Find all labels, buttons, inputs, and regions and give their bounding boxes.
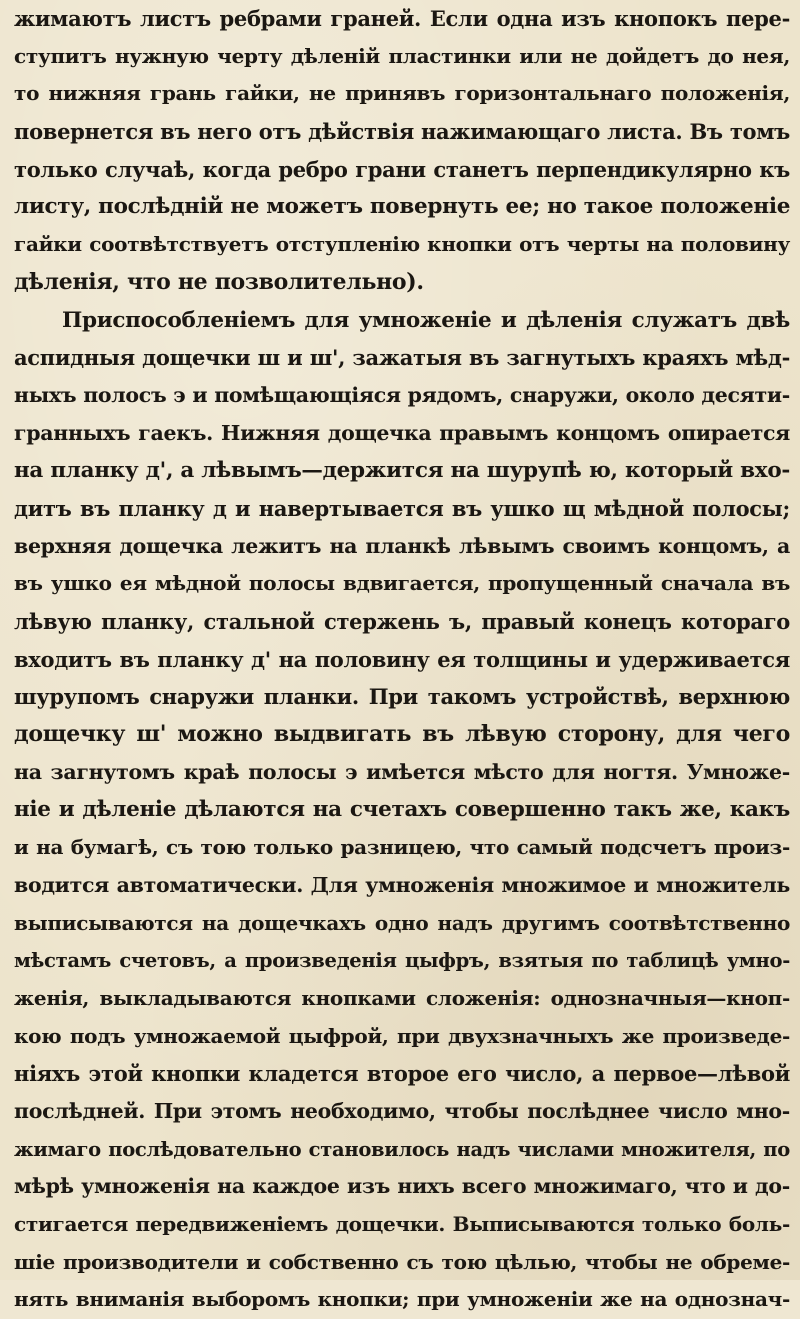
text-line: на планку д', а лѣвымъ—держится на шурупѣ ю, который вхо- bbox=[14, 458, 790, 484]
text-line: жимаютъ листъ ребрами граней. Если одна изъ кнопокъ пере- bbox=[14, 6, 790, 31]
text-line: повернется въ него отъ дѣйствія нажимающаго листа. Въ томъ bbox=[14, 119, 790, 145]
text-line: стигается передвиженіемъ дощечки. Выписываются только боль- bbox=[14, 1212, 790, 1236]
text-line: мѣрѣ умноженія на каждое изъ нихъ всего множимаго, что и до- bbox=[14, 1174, 790, 1199]
text-line: мѣстамъ счетовъ, а произведенія цыфръ, взятыя по таблицѣ умно- bbox=[14, 949, 790, 973]
paragraph-start-line: Приспособленіемъ для умноженіе и дѣленія служатъ двѣ bbox=[62, 307, 790, 333]
text-line: шіе производители и собственно съ тою цѣлью, чтобы не обреме- bbox=[14, 1249, 790, 1274]
text-line: кою подъ умножаемой цыфрой, при двухзначныхъ же произведе- bbox=[14, 1023, 790, 1048]
text-line: гранныхъ гаекъ. Нижняя дощечка правымъ концомъ опирается bbox=[14, 420, 790, 445]
text-line: только случаѣ, когда ребро грани станетъ перпендикулярно къ bbox=[14, 156, 790, 182]
text-line: дѣленія, что не позволительно). bbox=[14, 268, 424, 295]
text-line: послѣдней. При этомъ необходимо, чтобы послѣднее число мно- bbox=[14, 1098, 790, 1123]
text-line: водится автоматически. Для умноженія множимое и множитель bbox=[14, 872, 790, 897]
text-line: лѣвую планку, стальной стержень ъ, правый конецъ котораго bbox=[14, 609, 790, 634]
body-text bbox=[14, 0, 790, 1319]
text-line: нять вниманія выборомъ кнопки; при умноженіи же на однознач- bbox=[14, 1287, 790, 1312]
text-line: жимаго послѣдовательно становилось надъ числами множителя, по bbox=[14, 1137, 790, 1161]
text-line: женія, выкладываются кнопками сложенія: однозначныя—кноп- bbox=[14, 985, 790, 1010]
text-line: дощечку ш' можно выдвигать въ лѣвую сторону, для чего bbox=[14, 721, 790, 748]
text-line: на загнутомъ краѣ полосы э имѣется мѣсто для ногтя. Умноже- bbox=[14, 759, 790, 784]
text-line: листу, послѣдній не можетъ повернуть ее; но такое положеніе bbox=[14, 194, 791, 220]
text-line: верхняя дощечка лежитъ на планкѣ лѣвымъ своимъ концомъ, а bbox=[14, 533, 790, 558]
text-line: ступитъ нужную черту дѣленій пластинки или не дойдетъ до нея, bbox=[14, 43, 790, 68]
text-line: ныхъ полосъ э и помѣщающіяся рядомъ, снаружи, около десяти- bbox=[14, 382, 790, 407]
text-line: выписываются на дощечкахъ одно надъ другимъ соотвѣтственно bbox=[14, 910, 790, 935]
text-line: аспидныя дощечки ш и ш', зажатыя въ загнутыхъ краяхъ мѣд- bbox=[14, 345, 790, 371]
text-line: шурупомъ снаружи планки. При такомъ устройствѣ, верхнюю bbox=[14, 684, 790, 710]
text-line: гайки соотвѣтствуетъ отступленію кнопки отъ черты на половину bbox=[14, 232, 790, 257]
text-line: въ ушко ея мѣдной полосы вдвигается, пропущенный сначала въ bbox=[14, 571, 790, 596]
text-line: ніяхъ этой кнопки кладется второе его число, а первое—лѣвой bbox=[14, 1061, 790, 1087]
text-line: ніе и дѣленіе дѣлаются на счетахъ совершенно такъ же, какъ bbox=[14, 797, 790, 823]
text-line: и на бумагѣ, съ тою только разницею, что самый подсчетъ произ- bbox=[14, 835, 790, 860]
text-line: дитъ въ планку д и навертывается въ ушко щ мѣдной полосы; bbox=[14, 495, 790, 521]
text-line: входитъ въ планку д' на половину ея толщины и удерживается bbox=[14, 646, 790, 672]
text-line: то нижняя грань гайки, не принявъ горизонтальнаго положенія, bbox=[14, 81, 790, 106]
